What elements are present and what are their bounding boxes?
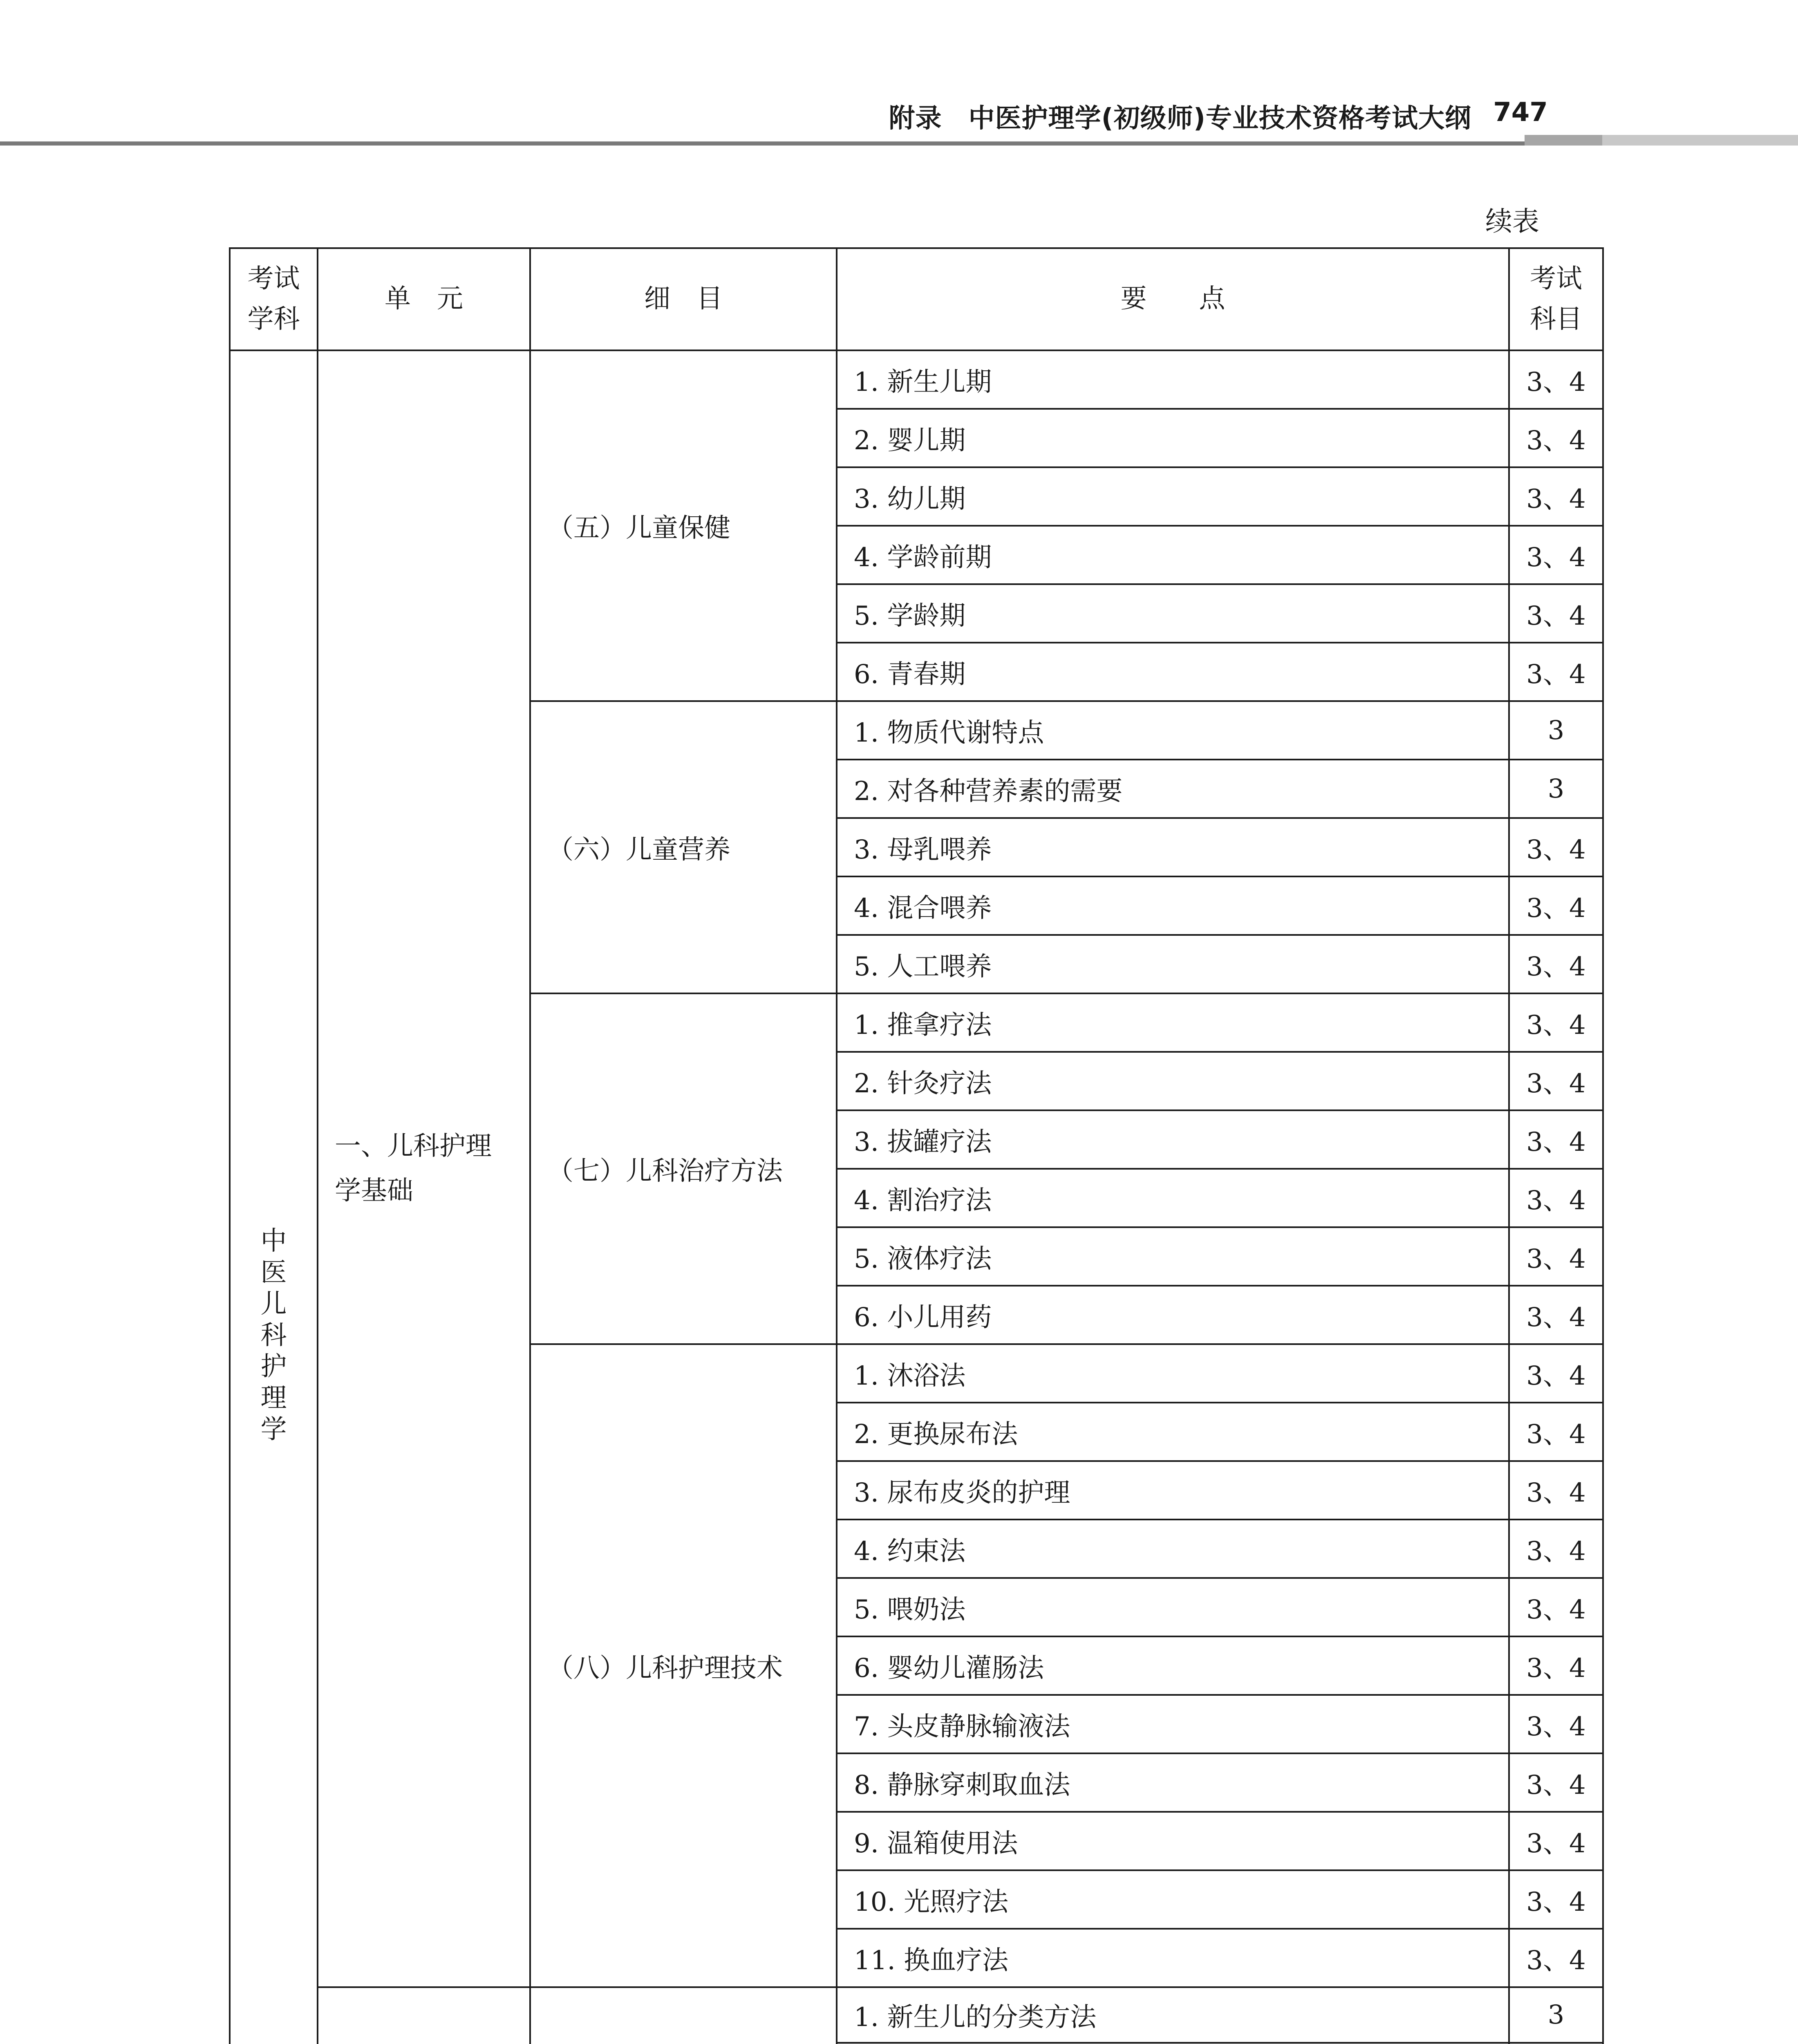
level-cell: 3、4 [1509,876,1603,935]
level-cell: 3、4 [1509,1461,1603,1520]
page-number: 747 [1493,97,1548,128]
level-cell: 3 [1509,760,1603,818]
point-cell: 10. 光照疗法 [837,1870,1509,1929]
table-header-row [230,248,1603,350]
point-cell: 3. 拔罐疗法 [837,1110,1509,1169]
level-cell: 3、4 [1509,1929,1603,1987]
item-cell: （八）儿科护理技术 [530,1344,837,1987]
table-body [230,350,1603,2044]
header-unit: 单 元 [318,248,530,350]
level-cell: 3、4 [1509,643,1603,701]
item-cell [530,1987,837,2044]
point-cell: 6. 小儿用药 [837,1286,1509,1344]
item-cell: （六）儿童营养 [530,701,837,993]
level-cell: 3、4 [1509,1052,1603,1110]
level-cell: 3、4 [1509,1695,1603,1753]
header-item: 细 目 [530,248,837,350]
level-cell: 3、4 [1509,467,1603,526]
syllabus-table [229,247,1604,2044]
level-cell: 3、4 [1509,1169,1603,1227]
point-cell: 5. 喂奶法 [837,1578,1509,1636]
header-subject: 考试学科 [230,248,318,350]
level-cell: 3、4 [1509,1286,1603,1344]
point-cell: 5. 人工喂养 [837,935,1509,993]
point-cell: 2. 针灸疗法 [837,1052,1509,1110]
point-cell: 7. 头皮静脉输液法 [837,1695,1509,1753]
level-cell: 3、4 [1509,1812,1603,1870]
level-cell: 3、4 [1509,350,1603,409]
running-header-title: 附录 中医护理学(初级师)专业技术资格考试大纲 [889,103,1471,134]
level-cell: 3、4 [1509,1110,1603,1169]
point-cell: 5. 液体疗法 [837,1227,1509,1286]
level-cell: 3、4 [1509,1403,1603,1461]
point-cell: 4. 混合喂养 [837,876,1509,935]
point-cell: 4. 约束法 [837,1520,1509,1578]
item-cell: （五）儿童保健 [530,350,837,701]
level-cell: 3、4 [1509,1636,1603,1695]
level-cell: 3、4 [1509,818,1603,876]
point-cell: 4. 割治疗法 [837,1169,1509,1227]
point-cell: 8. 静脉穿刺取血法 [837,1753,1509,1812]
point-cell: 9. 温箱使用法 [837,1812,1509,1870]
header-point: 要 点 [837,248,1509,350]
point-cell: 3. 尿布皮炎的护理 [837,1461,1509,1520]
continued-label: 续表 [1485,206,1539,237]
point-cell: 1. 新生儿期 [837,350,1509,409]
level-cell: 3、4 [1509,1870,1603,1929]
level-cell: 3、4 [1509,1578,1603,1636]
level-cell: 3、4 [1509,526,1603,584]
level-cell: 3 [1509,701,1603,760]
item-cell: （七）儿科治疗方法 [530,993,837,1344]
level-cell: 3、4 [1509,993,1603,1052]
point-cell: 5. 学龄期 [837,584,1509,643]
level-cell: 3、4 [1509,584,1603,643]
level-cell: 3、4 [1509,409,1603,467]
level-cell: 3、4 [1509,1227,1603,1286]
point-cell: 2. 对各种营养素的需要 [837,760,1509,818]
unit-cell [318,1987,530,2044]
header-rule-accent-dark [1525,135,1602,146]
level-cell: 3 [1509,1987,1603,2043]
level-cell: 3、4 [1509,1520,1603,1578]
point-cell: 1. 沐浴法 [837,1344,1509,1403]
header-level: 考试科目 [1509,248,1603,350]
point-cell: 3. 母乳喂养 [837,818,1509,876]
level-cell: 3、4 [1509,1344,1603,1403]
point-cell: 6. 青春期 [837,643,1509,701]
subject-cell: 中医儿科护理学 [230,350,318,2044]
point-cell: 11. 换血疗法 [837,1929,1509,1987]
point-cell: 4. 学龄前期 [837,526,1509,584]
unit-cell: 一、儿科护理学基础 [318,350,530,1987]
header-rule [0,141,1602,146]
point-cell: 1. 新生儿的分类方法 [837,1987,1509,2043]
point-cell: 3. 幼儿期 [837,467,1509,526]
level-cell: 3、4 [1509,1753,1603,1812]
table-row [230,1987,1603,2043]
table-row [230,350,1603,409]
point-cell: 2. 婴儿期 [837,409,1509,467]
level-cell: 3、4 [1509,935,1603,993]
point-cell: 1. 推拿疗法 [837,993,1509,1052]
point-cell: 6. 婴幼儿灌肠法 [837,1636,1509,1695]
point-cell: 2. 更换尿布法 [837,1403,1509,1461]
point-cell: 1. 物质代谢特点 [837,701,1509,760]
